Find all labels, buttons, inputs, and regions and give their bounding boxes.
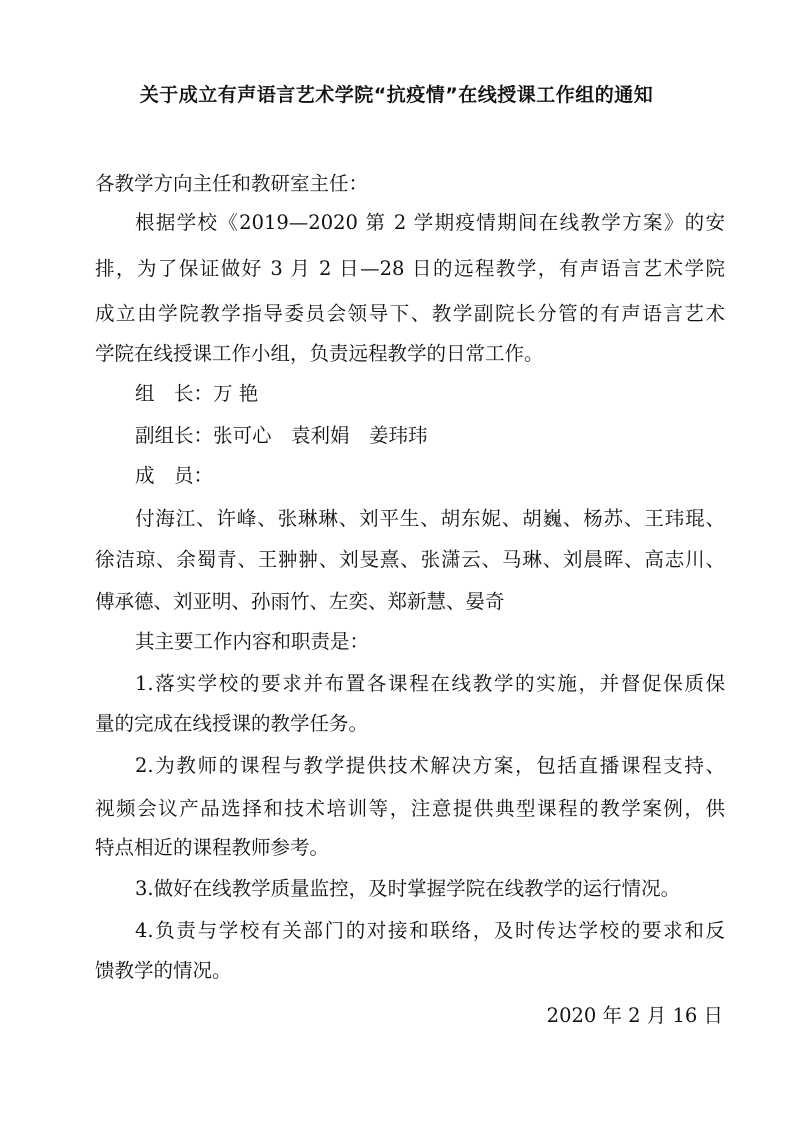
vice-leaders-line: 副组长：张可心 袁利娟 姜玮玮 <box>135 424 428 447</box>
document-title: 关于成立有声语言艺术学院“抗疫情”在线授课工作组的通知 <box>139 84 654 106</box>
members-line-1: 付海江、许峰、张琳琳、刘平生、胡东妮、胡巍、杨苏、王玮琨、 <box>135 507 725 530</box>
members-line-3: 傅承德、刘亚明、孙雨竹、左奕、郑新慧、晏奇 <box>95 590 505 613</box>
duty-4-line-1: 4.负责与学校有关部门的对接和联络，及时传达学校的要求和反 <box>135 919 725 942</box>
intro-line-3: 成立由学院教学指导委员会领导下、教学副院长分管的有声语言艺术 <box>95 302 725 325</box>
duty-1-line-1: 1.落实学校的要求并布置各课程在线教学的实施，并督促保质保 <box>135 672 725 695</box>
duty-1-line-2: 量的完成在线授课的教学任务。 <box>95 712 369 735</box>
duty-2-line-1: 2.为教师的课程与教学提供技术解决方案，包括直播课程支持、 <box>135 754 725 777</box>
duty-2-line-3: 特点相近的课程教师参考。 <box>95 836 330 859</box>
leader-line: 组 长：万 艳 <box>135 382 259 405</box>
intro-line-2: 排，为了保证做好 3 月 2 日—28 日的远程教学，有声语言艺术学院 <box>95 257 725 280</box>
members-label: 成 员： <box>135 464 214 487</box>
duties-heading: 其主要工作内容和职责是： <box>135 630 370 653</box>
duty-2-line-2: 视频会议产品选择和技术培训等，注意提供典型课程的教学案例，供 <box>95 797 725 820</box>
salutation: 各教学方向主任和教研室主任： <box>95 172 369 195</box>
intro-line-1: 根据学校《2019—2020 第 2 学期疫情期间在线教学方案》的安 <box>135 211 725 234</box>
duty-4-line-2: 馈教学的情况。 <box>95 959 232 982</box>
members-line-2: 徐洁琼、余蜀青、王翀翀、刘旻熹、张潇云、马琳、刘晨晖、高志川、 <box>95 548 725 571</box>
document-date: 2020 年 2 月 16 日 <box>546 1004 723 1027</box>
intro-line-4: 学院在线授课工作小组，负责远程教学的日常工作。 <box>95 342 544 365</box>
duty-3-line: 3.做好在线教学质量监控，及时掌握学院在线教学的运行情况。 <box>135 877 681 900</box>
